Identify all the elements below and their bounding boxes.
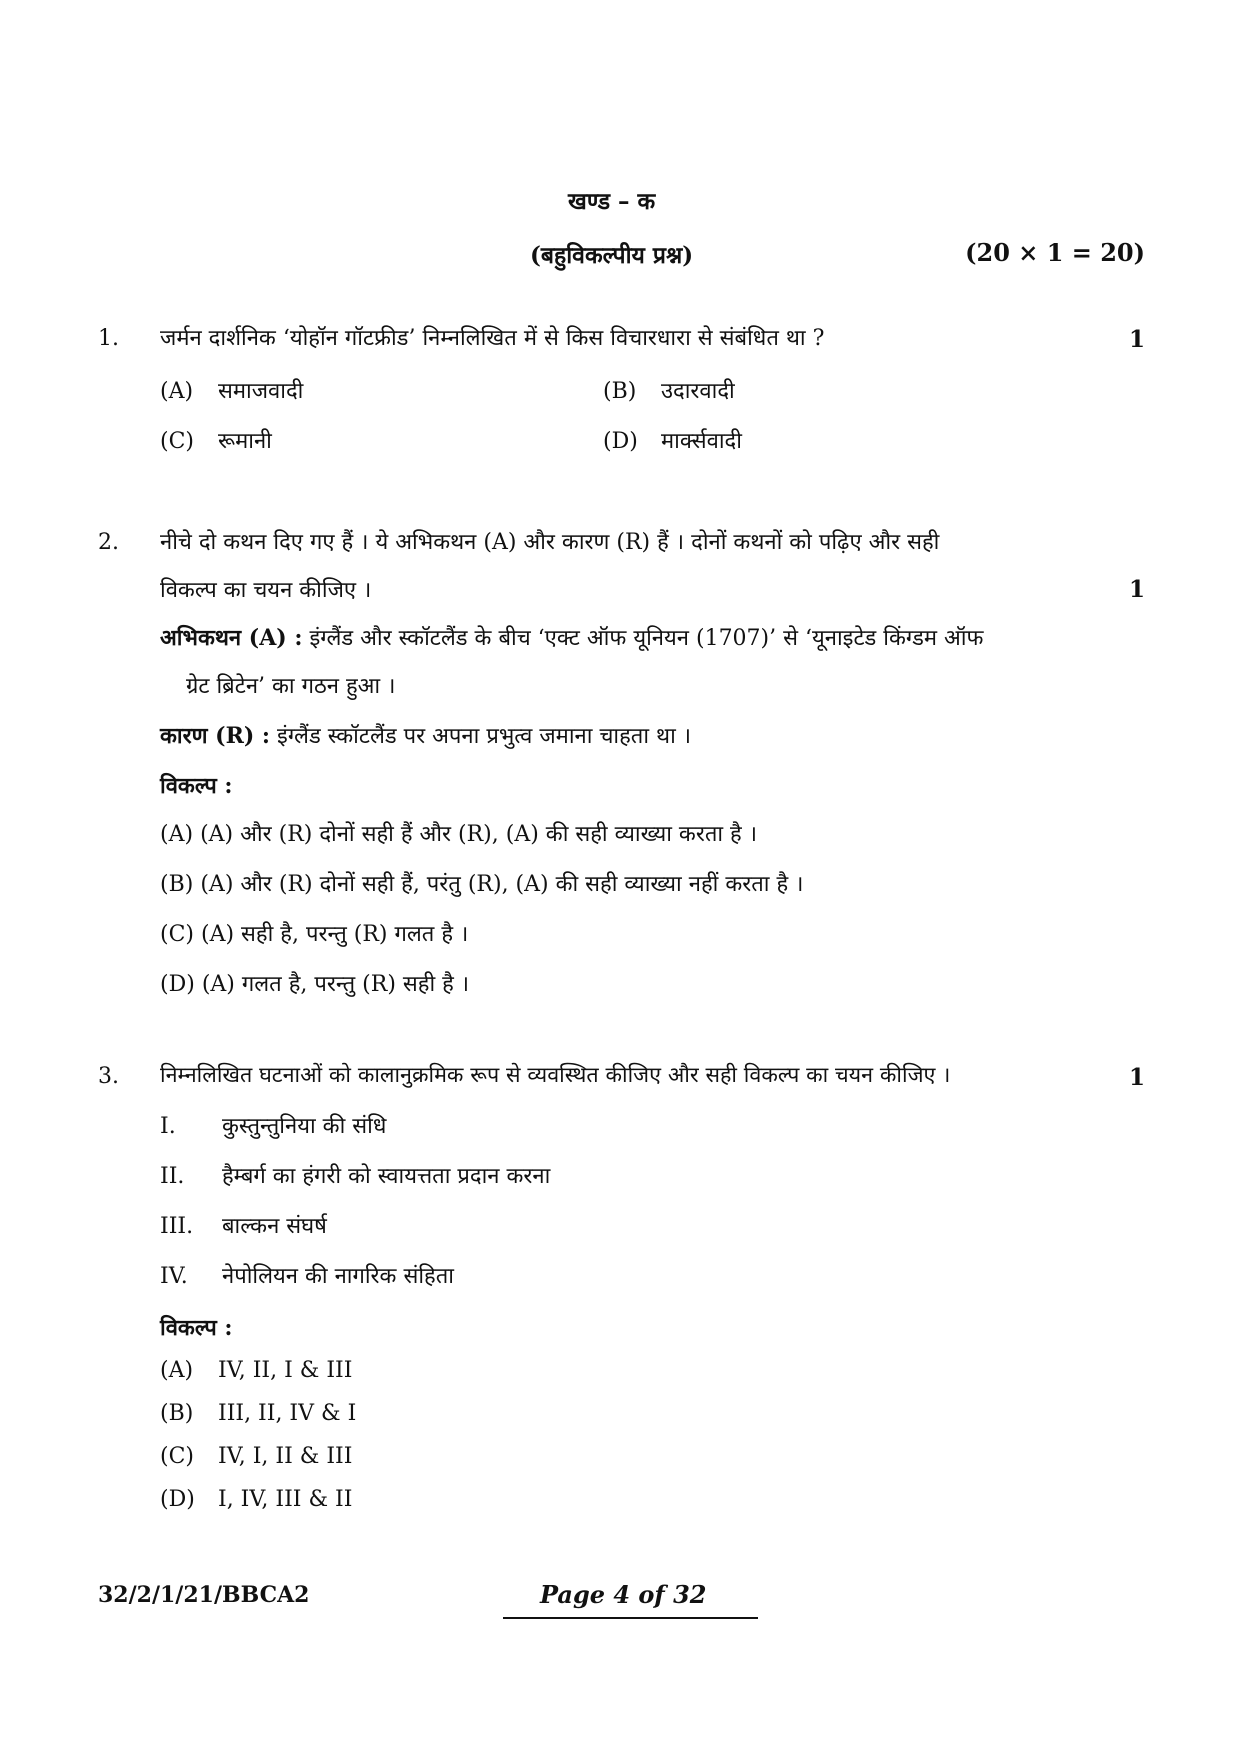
event-text: बाल्कन संघर्ष — [222, 1214, 327, 1239]
option-label: (A) — [160, 379, 194, 404]
q3-event-4 — [160, 1260, 454, 1290]
event-label: II. — [160, 1164, 185, 1189]
option-label: (B) — [160, 1401, 194, 1426]
option-text: मार्क्सवादी — [661, 429, 742, 454]
q3-option-b — [160, 1401, 356, 1426]
q2-assertion — [160, 622, 983, 652]
q2-option-a — [160, 818, 757, 848]
option-label: (D) — [160, 972, 195, 997]
q3-event-2 — [160, 1160, 550, 1190]
option-label: (D) — [160, 1487, 195, 1512]
option-label: (C) — [160, 922, 194, 947]
q1-option-d — [603, 425, 742, 455]
assertion-text: इंग्लैंड और स्कॉटलैंड के बीच ‘एक्ट ऑफ यूनियन (1707)’ से ‘यूनाइटेड किंग्डम ऑफ — [309, 626, 984, 651]
event-text: हैम्बर्ग का हंगरी को स्वायत्तता प्रदान करना — [222, 1164, 551, 1189]
option-label: (A) — [160, 822, 194, 847]
option-text: III, II, IV & I — [218, 1401, 357, 1426]
q1-option-b — [603, 375, 735, 405]
q3-marks: 1 — [1128, 1064, 1145, 1091]
reason-text: इंग्लैंड स्कॉटलैंड पर अपना प्रभुत्व जमाना चाहता था । — [277, 724, 692, 749]
option-label: (B) — [603, 379, 637, 404]
option-text: (A) और (R) दोनों सही हैं और (R), (A) की सही व्याख्या करता है । — [200, 822, 758, 847]
event-label: III. — [160, 1214, 194, 1239]
q2-text-line2: विकल्प का चयन कीजिए । — [160, 578, 372, 603]
option-text: IV, II, I & III — [218, 1358, 353, 1383]
option-text: (A) और (R) दोनों सही हैं, परंतु (R), (A) की सही व्याख्या नहीं करता है । — [200, 872, 804, 897]
q3-event-3 — [160, 1210, 327, 1240]
assertion-label: अभिकथन (A) : — [160, 625, 303, 651]
q1-option-c — [160, 425, 272, 455]
section-subtitle: (बहुविकल्पीय प्रश्न) — [530, 242, 694, 269]
q3-option-d — [160, 1487, 352, 1512]
q1-option-a — [160, 375, 303, 405]
q3-event-1 — [160, 1110, 386, 1140]
option-label: (A) — [160, 1358, 194, 1383]
q1-text: जर्मन दार्शनिक ‘योहॉन गॉटफ्रीड’ निम्नलिखित में से किस विचारधारा से संबंधित था ? — [160, 326, 825, 351]
q2-text-line1: नीचे दो कथन दिए गए हैं । ये अभिकथन (A) और कारण (R) हैं । दोनों कथनों को पढ़िए और सही — [160, 530, 940, 555]
q3-text: निम्नलिखित घटनाओं को कालानुक्रमिक रूप से व्यवस्थित कीजिए और सही विकल्प का चयन कीजिए । — [160, 1063, 951, 1088]
option-text: समाजवादी — [218, 379, 304, 404]
q2-number: 2. — [98, 530, 119, 555]
q2-assertion-line2: ग्रेट ब्रिटेन’ का गठन हुआ । — [186, 674, 396, 699]
option-text: उदारवादी — [661, 379, 735, 404]
section-title: खण्ड – क — [568, 188, 656, 215]
q1-number: 1. — [98, 326, 119, 351]
q2-option-d — [160, 968, 469, 998]
option-text: IV, I, II & III — [218, 1444, 353, 1469]
option-label: (D) — [603, 429, 638, 454]
q3-option-a — [160, 1358, 352, 1383]
option-text: I, IV, III & II — [218, 1487, 353, 1512]
q2-marks: 1 — [1128, 576, 1145, 603]
option-label: (B) — [160, 872, 194, 897]
section-marks-total: (20 × 1 = 20) — [965, 238, 1145, 267]
page-number: Page 4 of 32 — [540, 1580, 707, 1609]
q3-options-label: विकल्प : — [160, 1315, 233, 1341]
event-text: नेपोलियन की नागरिक संहिता — [222, 1264, 454, 1289]
event-label: IV. — [160, 1264, 188, 1289]
q1-marks: 1 — [1128, 326, 1145, 353]
q2-option-c — [160, 918, 468, 948]
q3-option-c — [160, 1444, 352, 1469]
option-text: रूमानी — [218, 429, 272, 454]
option-text: (A) सही है, परन्तु (R) गलत है । — [201, 922, 469, 947]
reason-label: कारण (R) : — [160, 723, 271, 749]
option-label: (C) — [160, 429, 194, 454]
option-label: (C) — [160, 1444, 194, 1469]
q2-option-b — [160, 868, 803, 898]
q2-options-label: विकल्प : — [160, 773, 233, 799]
footer-underline — [503, 1617, 758, 1619]
option-text: (A) गलत है, परन्तु (R) सही है । — [201, 972, 470, 997]
event-label: I. — [160, 1114, 176, 1139]
q3-number: 3. — [98, 1064, 119, 1089]
q2-reason — [160, 720, 691, 750]
paper-code: 32/2/1/21/BBCA2 — [98, 1582, 310, 1608]
event-text: कुस्तुन्तुनिया की संधि — [222, 1114, 387, 1139]
